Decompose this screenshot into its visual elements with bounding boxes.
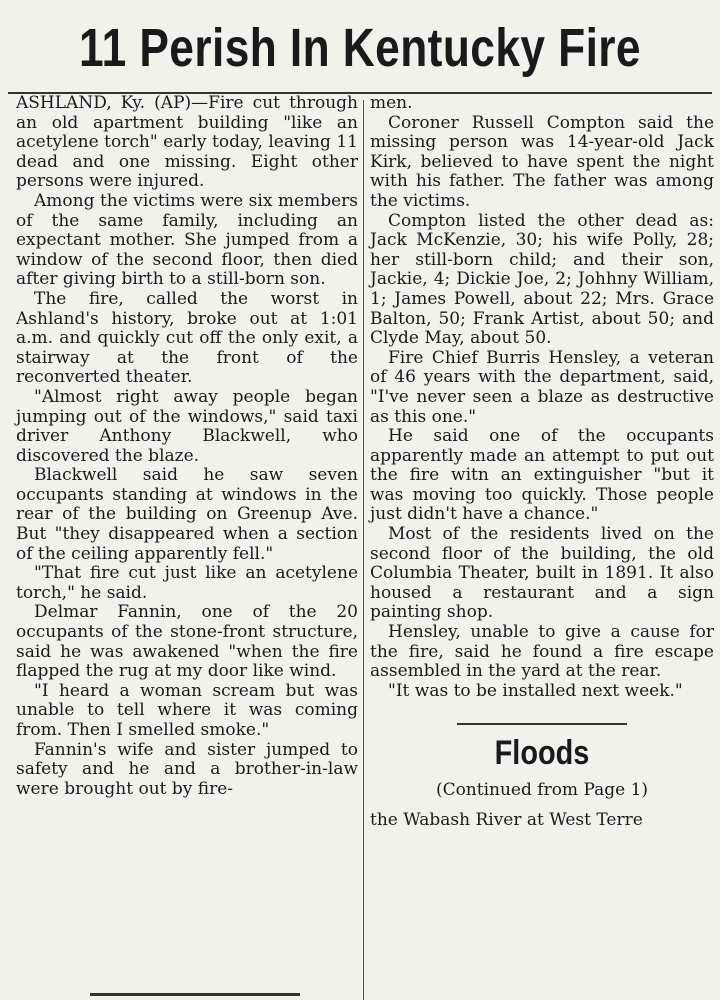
paragraph: ASHLAND, Ky. (AP)—Fire cut through an old apartment building "like an acetylene torch" early today, leaving 11 dead and one missing. Eight other persons were injured.	[16, 93, 358, 192]
paragraph: Delmar Fannin, one of the 20 occupants of the stone-front structure, said he was awakened "when the fire flapped the rug at my door like wind.	[16, 602, 358, 682]
paragraph: Coroner Russell Compton said the missing person was 14-year-old Jack Kirk, believed to have spent the night with his father. The father was among the victims.	[370, 112, 714, 211]
section-rule	[457, 723, 627, 725]
paragraph: Among the victims were six members of the same family, including an expectant mother. She jumped from a window of the second floor, then died after giving birth to a still-born son.	[16, 190, 358, 290]
paragraph-continuation: men.	[370, 93, 413, 113]
paragraph: Blackwell said he saw seven occupants standing at windows in the rear of the building on Greenup Ave. But "they disappeared when a section of the ceiling apparently fell."	[16, 465, 358, 564]
floods-text: the Wabash River at West Terre	[370, 810, 643, 831]
column-divider	[363, 100, 364, 1000]
right-column	[370, 94, 714, 831]
continued-note: (Continued from Page 1)	[435, 780, 649, 801]
floods-heading: Floods	[494, 734, 590, 773]
paragraph: The fire, called the worst in Ashland's history, broke out at 1:01 a.m. and quickly cut off the only exit, a stairway at the front of the reconverted theater.	[16, 288, 358, 388]
paragraph: "It was to be installed next week."	[388, 680, 683, 701]
paragraph: Compton listed the other dead as: Jack McKenzie, 30; his wife Polly, 28; her still-born child; and their son, Jackie, 4; Dickie Joe, 2; Johhny William, 1; James Powell, about 22; Mrs. Grace Balton, 50; Frank Artist, about 50; and Clyde May, about 50.	[370, 210, 714, 349]
paragraph: "That fire cut just like an acetylene torch," he said.	[16, 563, 358, 603]
left-column	[16, 94, 358, 799]
paragraph: Most of the residents lived on the second floor of the building, the old Columbia Theater, built in 1891. It also housed a restaurant and a sign painting shop.	[370, 524, 714, 623]
bottom-rule	[90, 993, 300, 996]
paragraph: Fire Chief Burris Hensley, a veteran of 46 years with the department, said, "I've never seen a blaze as destructive as this one."	[370, 347, 714, 427]
paragraph: "I heard a woman scream but was unable to tell where it was coming from. Then I smelled smoke."	[16, 680, 358, 740]
paragraph: Fannin's wife and sister jumped to safety and he and a brother-in-law were brought out by fire-	[16, 739, 358, 799]
paragraph: Hensley, unable to give a cause for the fire, said he found a fire escape assembled in the yard at the rear.	[370, 622, 714, 682]
paragraph: "Almost right away people began jumping out of the windows," said taxi driver Anthony Blackwell, who discovered the blaze.	[16, 386, 358, 466]
paragraph: He said one of the occupants apparently made an attempt to put out the fire witn an extinguisher "but it was moving too quickly. Those people just didn't have a chance."	[370, 426, 714, 525]
headline: 11 Perish In Kentucky Fire	[79, 18, 641, 78]
